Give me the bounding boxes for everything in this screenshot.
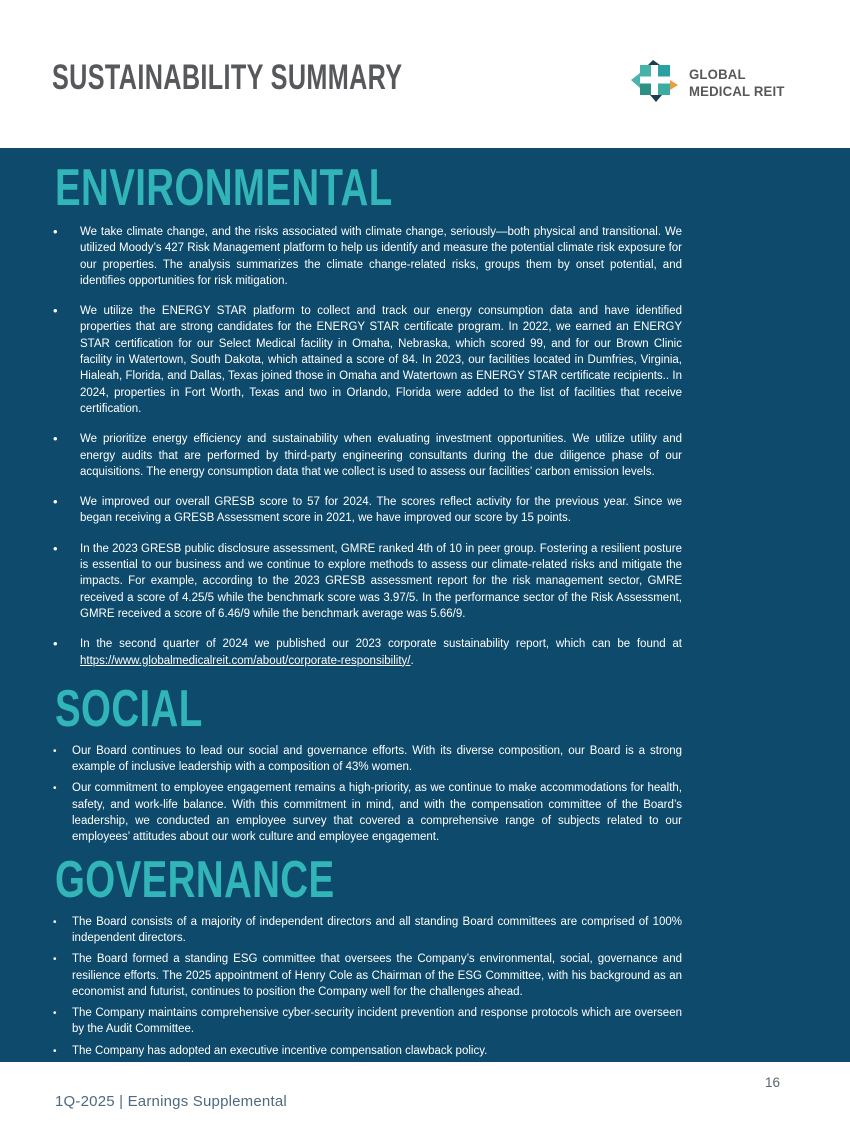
page-footer [0, 1062, 850, 1133]
logo-line-1: GLOBAL [689, 66, 746, 82]
bullet-item [50, 914, 682, 947]
environmental-bullet-list [50, 224, 682, 669]
company-logo [630, 58, 791, 108]
logo-line-2: MEDICAL REIT [689, 83, 785, 99]
page-number: 16 [765, 1075, 781, 1090]
bullet-icon: • [53, 954, 57, 966]
bullet-icon: • [53, 783, 57, 795]
bullet-icon: • [53, 431, 58, 447]
bullet-item [50, 224, 682, 289]
sustainability-report-link[interactable]: https://www.globalmedicalreit.com/about/corporate-responsibility/ [80, 654, 411, 667]
bullet-text: The Company has adopted an executive incentive compensation clawback policy. [72, 1044, 488, 1057]
section-heading-social: SOCIAL [55, 679, 203, 738]
bullet-text: In the 2023 GRESB public disclosure assessment, GMRE ranked 4th of 10 in peer group. Fostering a resilient posture is essential to our business and we continue to explore methods to assess our climate-related risks and mitigate the impacts. For example, according to the 2023 GRESB assessment report for the risk management sector, GMRE received a score of 4.25/5 while the benchmark score was 3.97/5. In the performance sector of the Risk Assessment, GMRE received a score of 6.46/9 while the benchmark average was 5.66/9. [80, 542, 682, 620]
bullet-item [50, 494, 682, 527]
bullet-icon: • [53, 1045, 57, 1057]
bullet-text-suffix: . [410, 654, 414, 667]
bullet-icon: • [53, 540, 58, 556]
bullet-item [50, 1043, 682, 1059]
bullet-icon: • [53, 916, 57, 928]
social-bullet-list [50, 743, 682, 846]
bullet-item [50, 636, 682, 669]
logo-wordmark [689, 66, 785, 100]
bullet-icon: • [53, 224, 58, 239]
bullet-text: We prioritize energy efficiency and sustainability when evaluating investment opportunities. We utilize utility and energy audits that are performed by third-party engineering consultants during the due diligence phase of our acquisitions. The energy consumption data that we collect is used to assess our facilities’ carbon emission levels. [80, 433, 682, 478]
bullet-icon: • [53, 745, 57, 757]
bullet-item [50, 951, 682, 1000]
section-heading-environmental: ENVIRONMENTAL [55, 159, 393, 217]
footer-label: 1Q-2025 | Earnings Supplemental [55, 1093, 287, 1110]
content-band [0, 148, 850, 1062]
page-header [0, 0, 850, 148]
bullet-item [50, 303, 682, 417]
bullet-item [50, 541, 682, 622]
bullet-text: The Board consists of a majority of independent directors and all standing Board committees are comprised of 100% independent directors. [72, 915, 682, 944]
bullet-icon: • [53, 494, 58, 510]
bullet-item [50, 780, 682, 845]
section-heading-governance: GOVERNANCE [55, 850, 335, 909]
bullet-text: In the second quarter of 2024 we published our 2023 corporate sustainability report, which can be found at [80, 638, 682, 651]
governance-bullet-list [50, 914, 682, 1059]
bullet-item [50, 743, 682, 776]
global-medical-reit-logo-icon [630, 58, 680, 108]
bullet-icon: • [53, 1008, 57, 1020]
bullet-item [50, 431, 682, 480]
bullet-icon: • [53, 303, 58, 319]
bullet-text: We take climate change, and the risks associated with climate change, seriously—both physical and transitional. We utilized Moody’s 427 Risk Management platform to help us identify and measure the potential climate risk exposure for our properties. The analysis summarizes the climate change-related risks, groups them by onset potential, and identifies opportunities for risk mitigation. [80, 226, 682, 287]
bullet-text: We improved our overall GRESB score to 57 for 2024. The scores reflect activity for the previous year. Since we began receiving a GRESB Assessment score in 2021, we have improved our score by 15 points. [80, 496, 682, 525]
bullet-icon: • [53, 636, 58, 652]
bullet-text: The Board formed a standing ESG committee that oversees the Company’s environmental, social, governance and resilience efforts. The 2025 appointment of Henry Cole as Chairman of the ESG Committee, with his background as an economist and futurist, continues to position the Company well for the challenges ahead. [72, 953, 682, 998]
page-title: SUSTAINABILITY SUMMARY [52, 58, 403, 97]
bullet-text: We utilize the ENERGY STAR platform to collect and track our energy consumption data and have identified properties that are strong candidates for the ENERGY STAR certificate program. In 2022, we earned an ENERGY STAR certification for our Select Medical facility in Omaha, Nebraska, which scored 99, and for our Brown Clinic facility in Watertown, South Dakota, which attained a score of 84. In 2023, our facilities located in Dumfries, Virginia, Hialeah, Florida, and Dallas, Texas joined those in Omaha and Watertown as ENERGY STAR certificate recipients.. In 2024, properties in Fort Worth, Texas and two in Orlando, Florida were added to the list of facilities that receive certification. [80, 305, 682, 415]
bullet-item [50, 1005, 682, 1038]
bullet-text: Our commitment to employee engagement remains a high-priority, as we continue to make accommodations for health, safety, and work-life balance. With this commitment in mind, and with the compensation committee of the Board’s leadership, we conducted an employee survey that covered a comprehensive range of subjects related to our employees’ attitudes about our work culture and employee engagement. [72, 782, 682, 844]
bullet-text: Our Board continues to lead our social and governance efforts. With its diverse composition, our Board is a strong example of inclusive leadership with a composition of 43% women. [72, 744, 682, 774]
bullet-text: The Company maintains comprehensive cyber-security incident prevention and response protocols which are overseen by the Audit Committee. [72, 1007, 682, 1036]
